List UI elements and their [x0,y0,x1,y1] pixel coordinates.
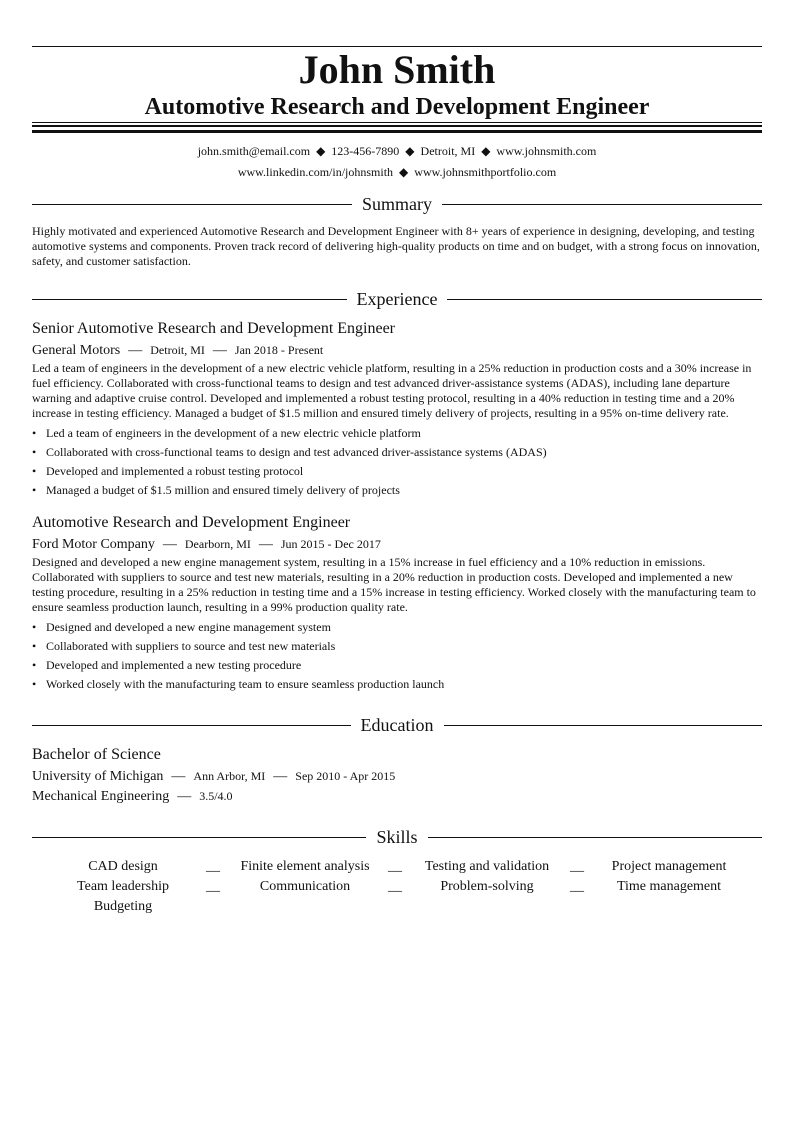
school-name: University of Michigan [32,769,164,784]
bullet-icon: • [32,658,37,672]
list-item: • Developed and implemented a robust testing protocol [32,462,762,481]
skill-item: Testing and validation [424,859,550,874]
heading-rule [32,299,347,300]
skills-heading [32,826,762,848]
heading-rule [32,204,352,205]
skill-item: Communication [259,879,351,894]
dash-separator: — [258,537,273,552]
job-title: Automotive Research and Development Engineer [32,514,351,531]
education-heading [32,714,762,736]
skills-row: CAD design __ Finite element analysis __ Testing and validation __ Project management [32,857,762,877]
section-title: Education [360,715,434,735]
bullet-icon: • [32,639,37,653]
company-name: General Motors [32,343,121,358]
job-location: Dearborn, MI [184,537,251,551]
diamond-icon: ◆ [481,144,491,158]
location: Detroit, MI [420,144,476,158]
summary-heading [32,193,762,215]
dash-separator: — [273,769,288,784]
bullet-icon: • [32,426,37,440]
phone: 123-456-7890 [331,144,400,158]
diamond-icon: ◆ [405,144,415,158]
skill-item: Problem-solving [440,879,534,894]
list-item: • Managed a budget of $1.5 million and ensured timely delivery of projects [32,481,762,500]
skill-item: Project management [611,859,727,874]
dash-separator: — [177,789,192,804]
experience-heading [32,288,762,310]
degree: Bachelor of Science [32,746,161,763]
summary-text: Highly motivated and experienced Automotive Research and Development Engineer with 8+ years of experience in designing, developing, and testing automotive systems and components. Proven track record of delivering high-quality products on time and on budget, with a strong focus on innovation, safety, and customer satisfaction. [32,224,760,268]
job-bullets [32,424,762,500]
list-item: • Led a team of engineers in the development of a new electric vehicle platform [32,424,762,443]
website-link: www.johnsmith.com [496,144,597,158]
school-location: Ann Arbor, MI [193,769,266,783]
bullet-icon: • [32,445,37,459]
diamond-icon: ◆ [316,144,326,158]
skill-item: CAD design [88,859,158,874]
section-title: Summary [362,194,432,214]
dash-separator: — [171,769,186,784]
heading-rule [32,725,351,726]
list-item: • Designed and developed a new engine management system [32,618,762,637]
skill-item: Budgeting [93,899,153,914]
title-rule-thin [32,122,762,123]
bullet-icon: • [32,483,37,497]
skill-item: Team leadership [77,879,169,894]
portfolio-link: www.johnsmithportfolio.com [414,165,557,179]
dash-separator: — [212,343,227,358]
job-dates: Jun 2015 - Dec 2017 [280,537,381,551]
job-title: Senior Automotive Research and Development Engineer [32,320,396,337]
email: john.smith@email.com [197,144,311,158]
skills-row [32,897,762,917]
diamond-icon: ◆ [399,165,409,179]
job-dates: Jan 2018 - Present [234,343,324,357]
candidate-title: Automotive Research and Development Engineer [144,94,650,120]
dash-separator: — [128,343,143,358]
skill-item: Time management [616,879,722,894]
job-location: Detroit, MI [150,343,205,357]
bullet-icon: • [32,464,37,478]
section-title: Experience [356,289,438,309]
dash-separator: — [162,537,177,552]
list-item: • Worked closely with the manufacturing team to ensure seamless production launch [32,675,762,694]
heading-rule [428,837,762,838]
title-rule-thick [32,130,762,133]
heading-rule [444,725,763,726]
gpa: 3.5/4.0 [199,789,233,803]
skills-row: Team leadership __ Communication __ Problem-solving __ Time management [32,877,762,897]
job-description: Designed and developed a new engine management system, resulting in a 15% increase in fuel efficiency and a 10% reduction in emissions. Collaborated with suppliers to source and test new materials, resulting in a 20% reduction in production costs. Developed and implemented a new testing procedure, resulting in a 25% reduction in testing time and a 15% increase in testing efficiency. Worked closely with the manufacturing team to ensure seamless production launch, resulting in a 99% production quality rate. [32,555,756,614]
list-item: • Developed and implemented a new testing procedure [32,656,762,675]
skill-item: Finite element analysis [240,859,370,874]
school-dates: Sep 2010 - Apr 2015 [295,769,396,783]
candidate-name: John Smith [298,47,496,92]
company-name: Ford Motor Company [32,537,155,552]
job-meta [32,341,323,360]
school-meta [32,767,395,786]
list-item: • Collaborated with suppliers to source and test new materials [32,637,762,656]
heading-rule [447,299,762,300]
job-bullets [32,618,762,694]
skills-grid [32,857,762,917]
list-item: • Collaborated with cross-functional teams to design and test advanced driver-assistance systems (ADAS) [32,443,762,462]
bullet-icon: • [32,620,37,634]
major-meta [32,787,233,806]
major: Mechanical Engineering [32,789,170,804]
job-description: Led a team of engineers in the development of a new electric vehicle platform, resulting in a 25% reduction in production costs and a 30% increase in fuel efficiency. Collaborated with cross-functional teams to design and test advanced driver-assistance systems (ADAS), including lane departure warning and adaptive cruise control. Developed and implemented a robust testing protocol, resulting in a 40% reduction in testing time and a 20% increase in testing efficiency. Managed a budget of $1.5 million and ensured timely delivery of projects, resulting in a 95% on-time delivery rate. [32,361,752,420]
contact-line-1 [32,143,762,159]
bullet-icon: • [32,677,37,691]
linkedin-link: www.linkedin.com/in/johnsmith [237,165,394,179]
job-meta [32,535,381,554]
heading-rule [442,204,762,205]
contact-line-2 [32,164,762,180]
title-rule-medium [32,125,762,127]
heading-rule [32,837,366,838]
section-title: Skills [376,827,418,847]
